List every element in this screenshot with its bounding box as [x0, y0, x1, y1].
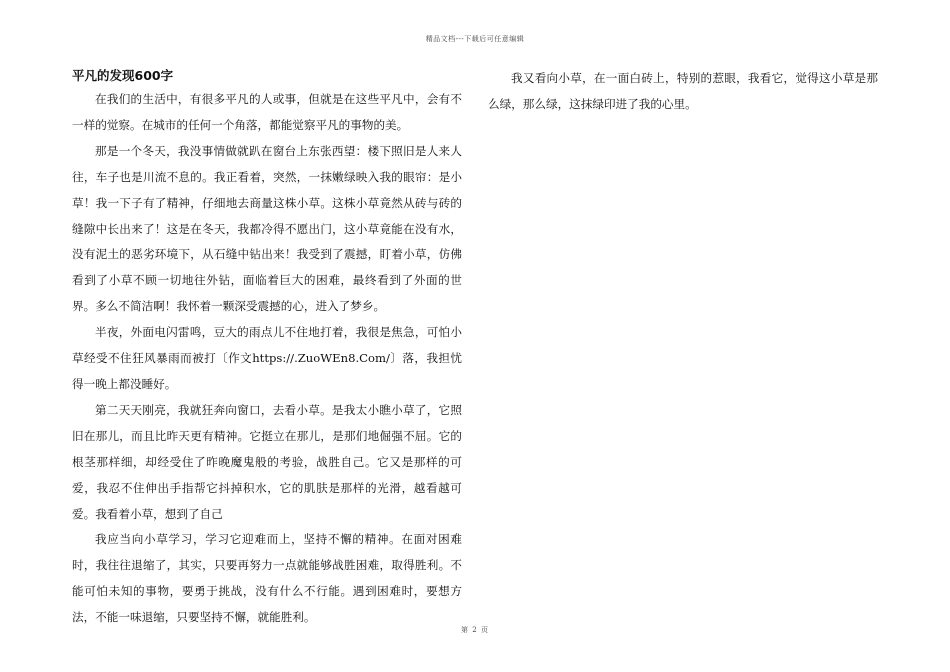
page-number: 第 2 页	[461, 626, 489, 634]
right-column	[488, 66, 878, 118]
paragraph: 那是一个冬天，我没事情做就趴在窗台上东张西望：楼下照旧是人来人往，车子也是川流不息的。我正看着，突然，一抹嫩绿映入我的眼帘：是小草！我一下子有了精神，仔细地去商量这株小草。这株小草竟然从砖与砖的缝隙中长出来了！这是在冬天，我都冷得不愿出门，这小草竟能在没有水，没有泥土的恶劣环境下，从石缝中钻出来！我受到了震撼，盯着小草，仿佛看到了小草不顾一切地往外钻，面临着巨大的困难，最终看到了外面的世界。多么不简洁啊！我怀着一颗深受震撼的心，进入了梦乡。	[72, 143, 462, 314]
paragraph: 第二天天刚亮，我就狂奔向窗口，去看小草。是我太小瞧小草了，它照旧在那儿，而且比昨天更有精神。它挺立在那儿，是那们地倔强不屈。它的根茎那样细，却经受住了昨晚魔鬼般的考验，战胜自己。它又是那样的可爱，我忍不住伸出手指帮它抖掉积水，它的肌肤是那样的光滑，越看越可爱。我看着小草，想到了自己	[72, 402, 462, 521]
paragraph: 我应当向小草学习，学习它迎难而上，坚持不懈的精神。在面对困难时，我往往退缩了，其实，只要再努力一点就能够战胜困难，取得胜利。不能可怕未知的事物，要勇于挑战，没有什么不行能。遇到困难时，要想方法，不能一味退缩，只要坚持不懈，就能胜利。	[72, 532, 462, 625]
left-column	[72, 66, 462, 631]
paragraph: 我又看向小草，在一面白砖上，特别的惹眼，我看它，觉得这小草是那么绿，那么绿，这抹绿印进了我的心里。	[488, 71, 878, 111]
paragraph: 半夜，外面电闪雷鸣，豆大的雨点儿不住地打着，我很是焦急，可怕小草经受不住狂风暴雨而被打〔作文https://.ZuoWEn8.Com/〕落，我担忧得一晚上都没睡好。	[72, 325, 462, 391]
paragraph: 在我们的生活中，有很多平凡的人或事，但就是在这些平凡中，会有不一样的觉察。在城市的任何一个角落，都能觉察平凡的事物的美。	[72, 92, 462, 132]
article-title: 平凡的发现600字	[72, 68, 174, 83]
page-header: 精品文档---下载后可任意编辑	[425, 35, 525, 43]
